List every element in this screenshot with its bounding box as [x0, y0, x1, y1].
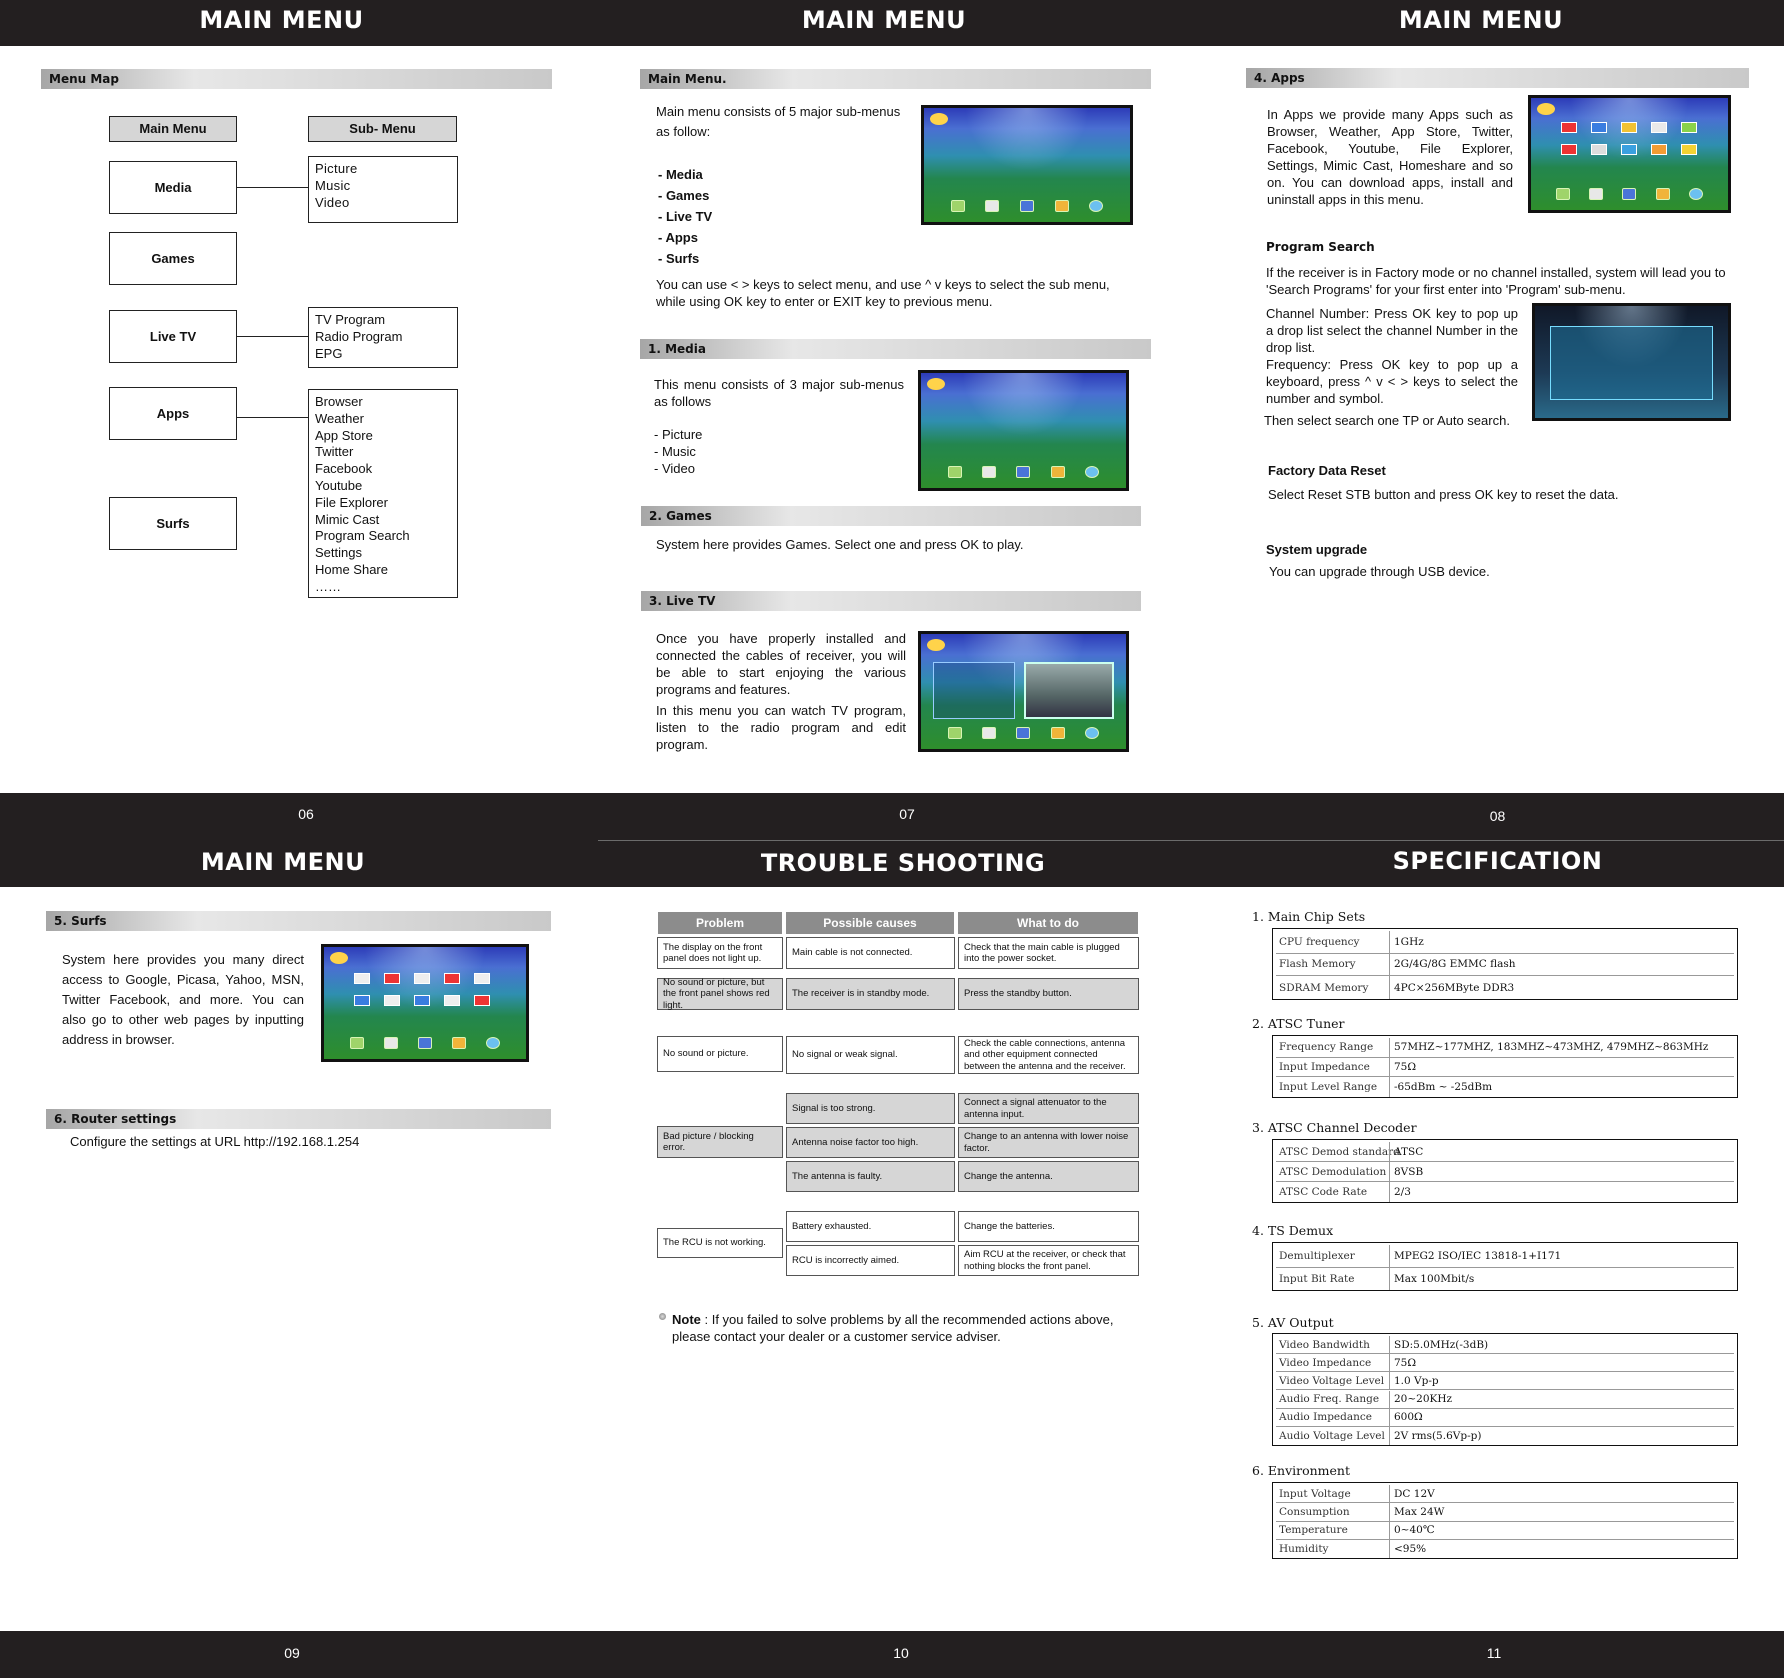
main-menu-list	[658, 164, 712, 269]
apps-description: In Apps we provide many Apps such as Browser, Weather, App Store, Twitter, Facebook, Youtube, File Explorer, Settings, Mimic Cast, Homeshare and so on. You can download apps, install and uninstall apps in this menu.	[1267, 107, 1513, 207]
spec-value: 2/3	[1389, 1182, 1411, 1202]
media-screenshot	[918, 370, 1129, 491]
spec-key: ATSC Demodulation	[1279, 1165, 1387, 1178]
weather-icon	[927, 378, 945, 390]
surfs-heading: 5. Surfs	[46, 911, 551, 931]
spec-table	[1272, 1333, 1738, 1446]
note-bullet-icon	[659, 1313, 666, 1320]
weather-icon	[927, 639, 945, 651]
page-10-title: TROUBLE SHOOTING	[760, 849, 1046, 877]
spec-group-title: 2. ATSC Tuner	[1252, 1016, 1345, 1031]
dock-icons	[1547, 188, 1713, 204]
app-tile	[1651, 122, 1667, 133]
spec-value: 1GHz	[1389, 931, 1424, 953]
app-tile	[1561, 122, 1577, 133]
page-number-08: 08	[1489, 808, 1506, 824]
factory-reset-text: Select Reset STB button and press OK key to reset the data.	[1268, 487, 1619, 502]
app-tile	[1561, 144, 1577, 155]
search-dialog	[1550, 326, 1712, 400]
system-upgrade-text: You can upgrade through USB device.	[1269, 564, 1490, 579]
submenu-livetv: TV Program Radio Program EPG	[308, 307, 458, 368]
spec-table	[1272, 1242, 1738, 1291]
weather-icon	[930, 113, 948, 125]
spec-row	[1276, 1245, 1734, 1268]
cause-cell: No signal or weak signal.	[786, 1036, 955, 1074]
submenu-media: Picture Music Video	[308, 156, 458, 223]
spec-key: Temperature	[1279, 1524, 1348, 1537]
spec-row	[1276, 1182, 1734, 1202]
spec-value: 600Ω	[1389, 1409, 1423, 1426]
todo-cell: Connect a signal attenuator to the antenna input.	[958, 1093, 1139, 1124]
app-tile	[1591, 144, 1607, 155]
spec-group-title: 5. AV Output	[1252, 1315, 1334, 1330]
spec-value: DC 12V	[1389, 1485, 1435, 1502]
system-upgrade-title: System upgrade	[1266, 542, 1368, 557]
spec-row	[1276, 1503, 1734, 1521]
menu-box-media: Media	[109, 161, 237, 214]
spec-row	[1276, 1336, 1734, 1354]
app-tile	[384, 973, 400, 984]
spec-group-title: 6. Environment	[1252, 1463, 1351, 1478]
problem-cell: No sound or picture.	[657, 1036, 783, 1072]
spec-key: ATSC Demod standard	[1279, 1145, 1400, 1158]
submenu-apps: Browser Weather App Store Twitter Facebook Youtube File Explorer Mimic Cast Program Search Settings Home Share ……	[308, 389, 458, 598]
program-search-text: If the receiver is in Factory mode or no channel installed, system will lead you to 'Search Programs' for your first enter into 'Program' sub-menu.	[1266, 265, 1726, 297]
cause-cell: Main cable is not connected.	[786, 937, 955, 969]
spec-key: Audio Voltage Level	[1279, 1429, 1385, 1442]
todo-cell: Aim RCU at the receiver, or check that nothing blocks the front panel.	[958, 1245, 1139, 1276]
games-heading: 2. Games	[641, 506, 1141, 526]
spec-row	[1276, 1142, 1734, 1162]
note-label: Note	[672, 1312, 701, 1327]
spec-key: Flash Memory	[1279, 958, 1356, 971]
app-tile	[474, 973, 490, 984]
weather-icon	[1537, 103, 1555, 115]
cause-cell: Antenna noise factor too high.	[786, 1127, 955, 1158]
page-11-title: SPECIFICATION	[1392, 847, 1603, 875]
list-item: - Apps	[658, 230, 698, 245]
app-tile	[444, 995, 460, 1006]
spec-key: Frequency Range	[1279, 1041, 1374, 1054]
app-tile	[414, 995, 430, 1006]
band-divider	[598, 840, 1784, 841]
app-tile	[414, 973, 430, 984]
spec-row	[1276, 976, 1734, 999]
channel-list	[933, 662, 1015, 720]
todo-cell: Change the batteries.	[958, 1211, 1139, 1242]
spec-key: Video Bandwidth	[1279, 1338, 1370, 1351]
main-menu-intro: Main menu consists of 5 major sub-menus as follow:	[656, 104, 901, 139]
spec-row	[1276, 1485, 1734, 1503]
spec-group-title: 3. ATSC Channel Decoder	[1252, 1120, 1417, 1135]
spec-value: 75Ω	[1389, 1058, 1416, 1077]
router-heading: 6. Router settings	[46, 1109, 551, 1129]
cause-cell: Battery exhausted.	[786, 1211, 955, 1242]
spec-value: 2V rms(5.6Vp-p)	[1389, 1427, 1481, 1445]
spec-row	[1276, 1522, 1734, 1540]
router-description: Configure the settings at URL http://192.168.1.254	[70, 1134, 360, 1149]
spec-key: CPU frequency	[1279, 935, 1360, 948]
dock-icons	[937, 466, 1109, 482]
surfs-description: System here provides you many direct access to Google, Picasa, Yahoo, MSN, Twitter Facebook, and more. You can also go to other web pages by inputting address in browser.	[62, 952, 304, 1047]
main-menu-heading: Main Menu.	[640, 69, 1151, 89]
livetv-description-1: Once you have properly installed and connected the cables of receiver, you will be able to start enjoying the various programs and features.	[656, 631, 906, 697]
cause-cell: The receiver is in standby mode.	[786, 978, 955, 1010]
problem-cell: The display on the front panel does not light up.	[657, 937, 783, 969]
dock-icons	[340, 1037, 510, 1053]
list-item: - Games	[658, 188, 710, 203]
app-tile	[354, 995, 370, 1006]
menu-map-heading: Menu Map	[41, 69, 552, 89]
spec-value: Max 24W	[1389, 1503, 1444, 1520]
cause-cell: Signal is too strong.	[786, 1093, 955, 1124]
list-item: - Live TV	[658, 209, 713, 224]
spec-row	[1276, 1354, 1734, 1372]
page-07-title: MAIN MENU	[801, 6, 967, 34]
spec-value: <95%	[1389, 1540, 1426, 1558]
page-08-title: MAIN MENU	[1398, 6, 1564, 34]
spec-table	[1272, 928, 1738, 1000]
livetv-screenshot	[918, 631, 1129, 752]
spec-key: Audio Freq. Range	[1279, 1393, 1380, 1406]
dock-icons	[937, 727, 1109, 743]
spec-row	[1276, 1427, 1734, 1445]
todo-cell: Change the antenna.	[958, 1161, 1139, 1192]
spec-value: 75Ω	[1389, 1354, 1416, 1371]
surfs-screenshot	[321, 944, 529, 1062]
spec-row	[1276, 1162, 1734, 1182]
main-menu-screenshot	[921, 105, 1133, 225]
spec-value: 57MHZ~177MHZ, 183MHZ~473MHZ, 479MHZ~863MHz	[1389, 1038, 1708, 1057]
connector-livetv	[237, 336, 308, 337]
spec-value: 20~20KHz	[1389, 1391, 1452, 1408]
spec-row	[1276, 1268, 1734, 1291]
apps-screenshot	[1528, 95, 1731, 213]
tv-preview-window	[1024, 662, 1114, 720]
app-tile	[1621, 122, 1637, 133]
factory-reset-title: Factory Data Reset	[1268, 463, 1386, 478]
spec-row	[1276, 1372, 1734, 1390]
page-number-11: 11	[1486, 1645, 1502, 1661]
app-tile	[1681, 122, 1697, 133]
col-header-problem: Problem	[657, 911, 783, 935]
spec-value: -65dBm ~ -25dBm	[1389, 1077, 1492, 1097]
col-header-causes: Possible causes	[785, 911, 955, 935]
spec-row	[1276, 1391, 1734, 1409]
menu-box-apps: Apps	[109, 387, 237, 440]
spec-group-title: 1. Main Chip Sets	[1252, 909, 1366, 924]
list-item: - Media	[658, 167, 703, 182]
list-item: - Surfs	[658, 251, 700, 266]
app-tile	[384, 995, 400, 1006]
spec-row	[1276, 931, 1734, 954]
menu-box-livetv: Live TV	[109, 310, 237, 363]
dock-icons	[940, 200, 1113, 216]
spec-key: Input Voltage	[1279, 1487, 1351, 1500]
spec-row	[1276, 1409, 1734, 1427]
cause-cell: The antenna is faulty.	[786, 1161, 955, 1192]
menu-box-games: Games	[109, 232, 237, 285]
connector-media	[237, 187, 308, 188]
app-tile	[474, 995, 490, 1006]
channel-number-text: Channel Number: Press OK key to pop up a drop list select the channel Number in the drop list.	[1266, 306, 1518, 355]
connector-apps	[237, 417, 308, 418]
media-description: This menu consists of 3 major sub-menus as follows	[654, 377, 904, 409]
program-search-screenshot	[1532, 303, 1731, 421]
spec-key: Video Impedance	[1279, 1356, 1372, 1369]
page-09-title: MAIN MENU	[200, 848, 366, 876]
note-text: : If you failed to solve problems by all the recommended actions above, please contact your dealer or a customer service adviser.	[672, 1312, 1114, 1344]
todo-cell: Press the standby button.	[958, 978, 1139, 1010]
todo-cell: Check the cable connections, antenna and other equipment connected between the antenna and the receiver.	[958, 1036, 1139, 1074]
spec-value: 1.0 Vp-p	[1389, 1372, 1439, 1389]
spec-key: Input Impedance	[1279, 1060, 1370, 1073]
spec-key: Consumption	[1279, 1505, 1350, 1518]
problem-cell: The RCU is not working.	[657, 1228, 783, 1258]
spec-key: Video Voltage Level	[1279, 1374, 1385, 1387]
spec-value: 2G/4G/8G EMMC flash	[1389, 954, 1516, 976]
search-instruction: Then select search one TP or Auto search.	[1264, 413, 1510, 428]
spec-table	[1272, 1035, 1738, 1098]
page-number-09: 09	[284, 1645, 300, 1661]
spec-key: Input Level Range	[1279, 1081, 1378, 1094]
frequency-text: Frequency: Press OK key to pop up a keyboard, press ^ v < > keys to select the number and symbol.	[1266, 357, 1518, 406]
spec-row	[1276, 1058, 1734, 1078]
media-heading: 1. Media	[640, 339, 1151, 359]
spec-value: MPEG2 ISO/IEC 13818-1+I171	[1389, 1245, 1561, 1267]
app-tile	[1681, 144, 1697, 155]
spec-value: 0~40℃	[1389, 1522, 1435, 1539]
weather-icon	[330, 952, 348, 964]
livetv-heading: 3. Live TV	[641, 591, 1141, 611]
spec-key: Audio Impedance	[1279, 1411, 1372, 1424]
app-tile	[1621, 144, 1637, 155]
spec-value: 4PC×256MByte DDR3	[1389, 976, 1514, 999]
spec-key: Demultiplexer	[1279, 1249, 1355, 1262]
page-number-06: 06	[298, 806, 314, 822]
livetv-description-2: In this menu you can watch TV program, listen to the radio program and edit program.	[656, 703, 906, 752]
col-header-todo: What to do	[957, 911, 1139, 935]
spec-row	[1276, 1038, 1734, 1058]
games-description: System here provides Games. Select one and press OK to play.	[656, 537, 1024, 552]
spec-value: 8VSB	[1389, 1162, 1423, 1181]
spec-row	[1276, 1540, 1734, 1558]
cause-cell: RCU is incorrectly aimed.	[786, 1245, 955, 1276]
app-tile	[1591, 122, 1607, 133]
spec-key: ATSC Code Rate	[1279, 1186, 1368, 1198]
program-search-title: Program Search	[1266, 240, 1375, 254]
spec-key: Humidity	[1279, 1542, 1329, 1555]
spec-group-title: 4. TS Demux	[1252, 1223, 1334, 1238]
apps-heading: 4. Apps	[1246, 68, 1749, 88]
spec-row	[1276, 1077, 1734, 1097]
spec-row	[1276, 954, 1734, 977]
problem-cell: No sound or picture, but the front panel shows red light.	[657, 978, 783, 1010]
spec-key: Input Bit Rate	[1279, 1272, 1355, 1285]
app-tile	[444, 973, 460, 984]
app-tile	[354, 973, 370, 984]
spec-value: SD:5.0MHz(-3dB)	[1389, 1336, 1488, 1353]
spec-value: Max 100Mbit/s	[1389, 1268, 1474, 1291]
todo-cell: Change to an antenna with lower noise factor.	[958, 1127, 1139, 1158]
sub-menu-col-header: Sub- Menu	[308, 116, 457, 142]
page-number-10: 10	[893, 1645, 909, 1661]
page-06-title: MAIN MENU	[199, 6, 364, 34]
keys-instruction: You can use < > keys to select menu, and use ^ v keys to select the sub menu, while using OK key to enter or EXIT key to previous menu.	[656, 277, 1110, 309]
spec-table	[1272, 1482, 1738, 1559]
troubleshooting-note	[672, 1311, 1138, 1345]
spec-key: SDRAM Memory	[1279, 981, 1369, 994]
todo-cell: Check that the main cable is plugged into the power socket.	[958, 937, 1139, 969]
main-menu-col-header: Main Menu	[109, 116, 237, 142]
spec-value: ATSC	[1389, 1142, 1423, 1161]
page-number-07: 07	[899, 806, 915, 822]
menu-box-surfs: Surfs	[109, 497, 237, 550]
media-sub-list: - Picture - Music - Video	[654, 427, 703, 476]
app-tile	[1651, 144, 1667, 155]
problem-cell: Bad picture / blocking error.	[657, 1126, 783, 1158]
spec-table	[1272, 1139, 1738, 1203]
